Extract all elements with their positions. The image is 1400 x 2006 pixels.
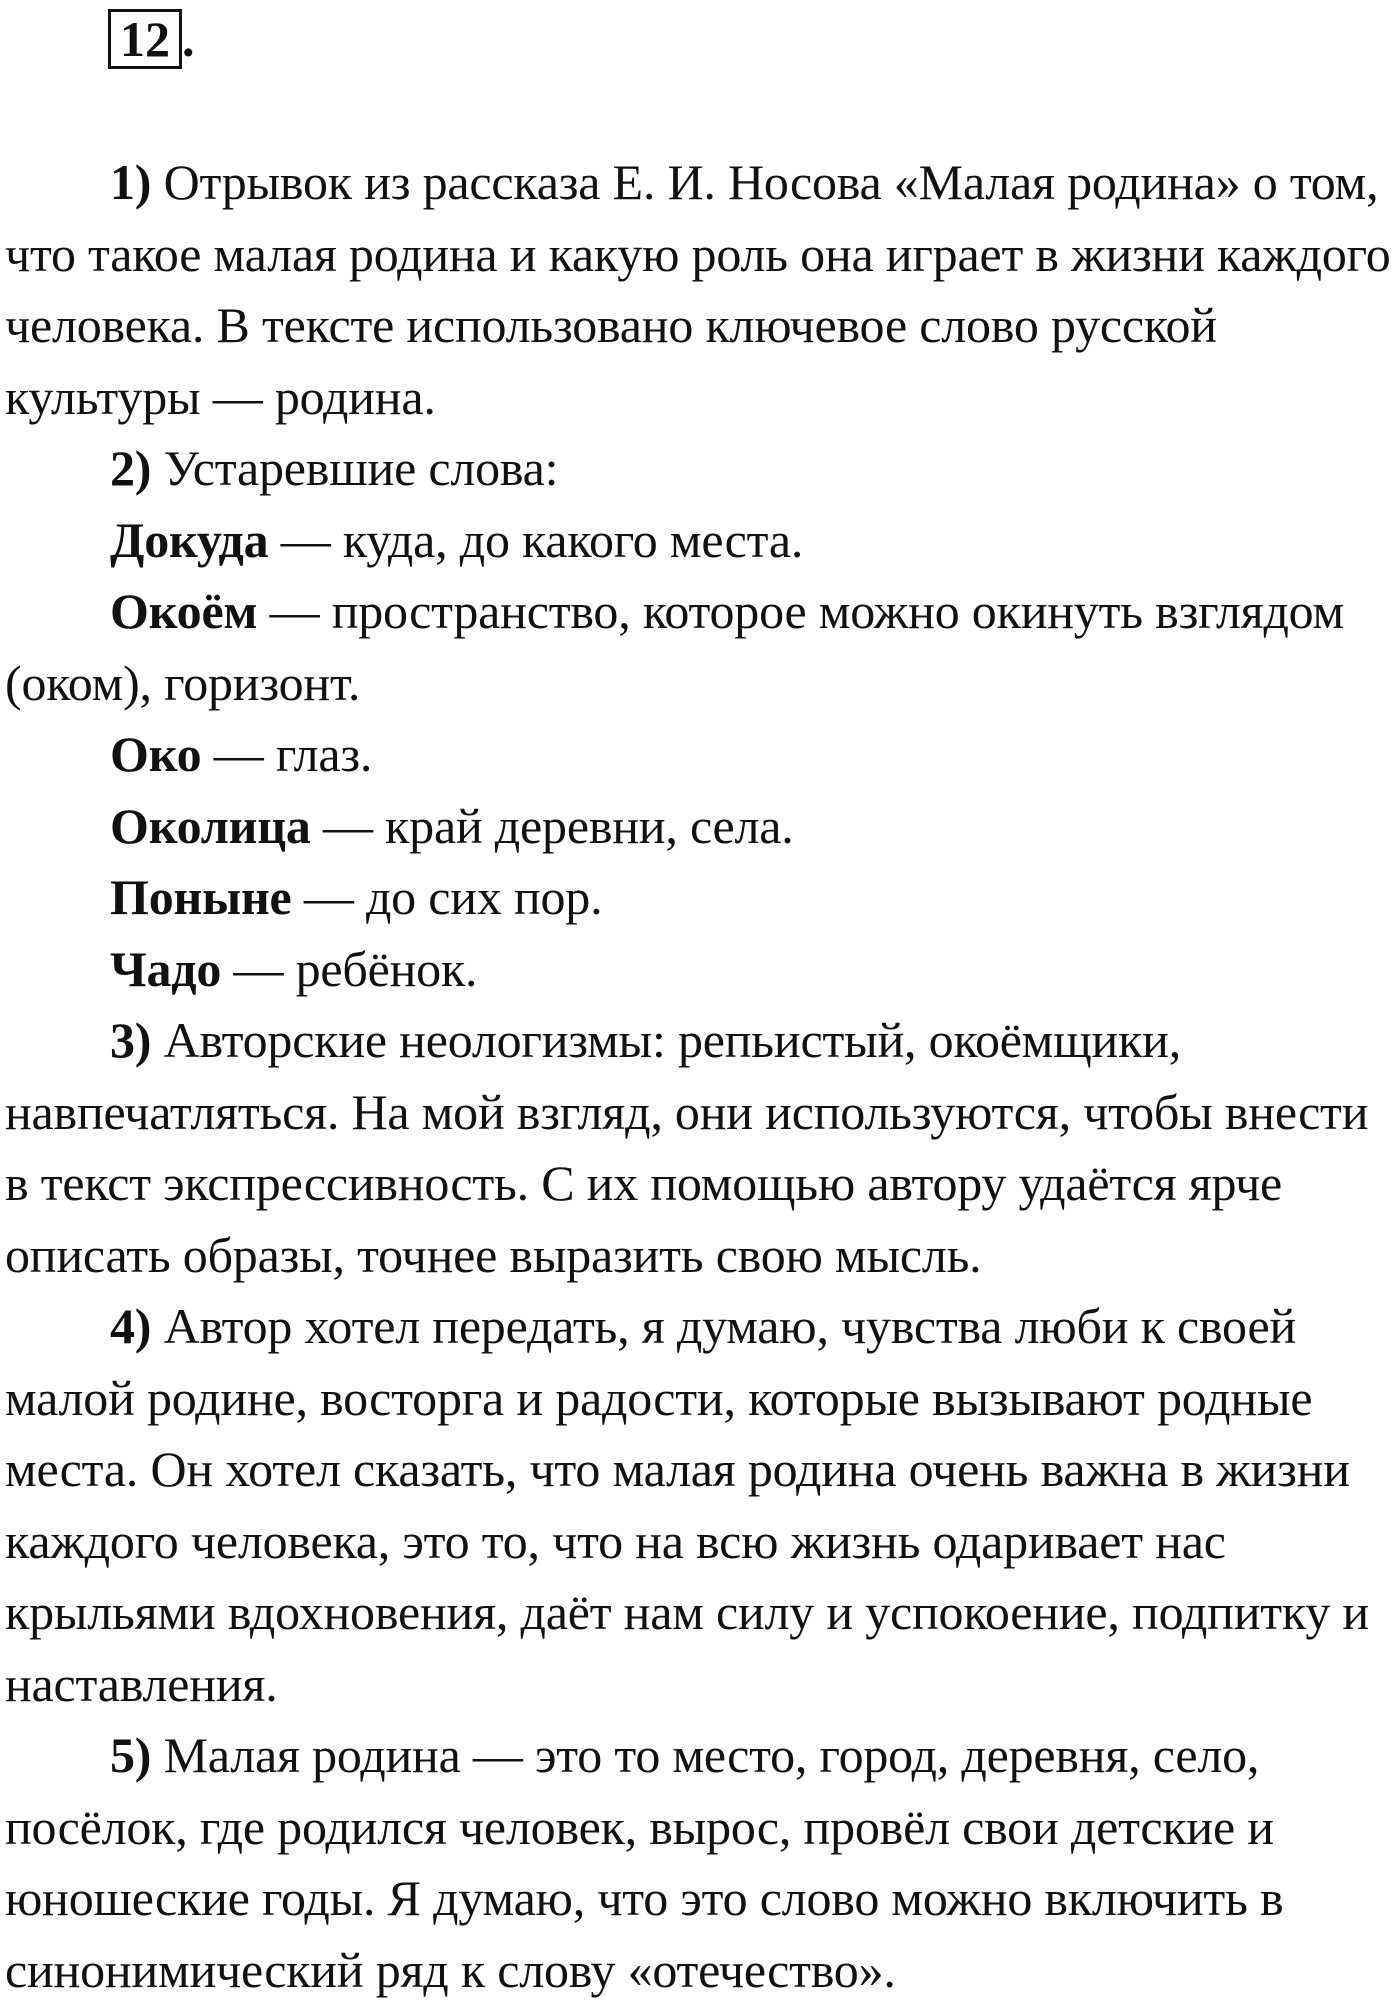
item-number: 4) (110, 1298, 152, 1354)
item-text: Отрывок из рассказа Е. И. Носова «Малая родина» о том, что такое малая родина и какую роль она играет в жизни каждого человека. В тексте использовано ключевое слово русской культуры — родина. (5, 154, 1391, 425)
item-text: Устаревшие слова: (151, 440, 559, 496)
definition-term: Окоём (110, 583, 258, 639)
item-text: Авторские неологизмы: репьистый, окоёмщики, навпечатляться. На мой взгляд, они используются, чтобы внести в текст экспрессивность. С их помощью автору удаётся ярче описать образы, точнее выразить свою мысль. (5, 1012, 1369, 1283)
definition-meaning: — пространство, которое можно окинуть взглядом (оком), горизонт. (5, 583, 1344, 711)
definition-meaning: — край деревни, села. (310, 797, 794, 854)
task-number-dot: . (182, 11, 195, 67)
answer-item-5 (5, 1720, 1395, 2006)
definition-meaning: — ребёнок. (221, 940, 478, 997)
definition-meaning: — глаз. (201, 726, 373, 782)
definition-item (110, 934, 1395, 1006)
item-number: 3) (110, 1012, 152, 1068)
definition-meaning: — куда, до какого места. (268, 511, 804, 568)
answer-item-1 (5, 147, 1395, 433)
answer-item-4 (5, 1291, 1395, 1720)
item-number: 5) (110, 1727, 152, 1783)
definition-item (110, 505, 1395, 577)
definition-term: Поныне (110, 869, 292, 925)
answer-text (5, 147, 1395, 2006)
task-number (108, 9, 195, 69)
answer-item-3 (5, 1005, 1395, 1291)
definition-term: Околица (110, 797, 311, 854)
definition-item (110, 719, 1395, 791)
item-number: 2) (110, 440, 152, 496)
item-text: Малая родина — это то место, город, деревня, село, посёлок, где родился человек, вырос, провёл свои детские и юношеские годы. Я думаю, что это слово можно включить в синонимический ряд к слову «отечество». (5, 1727, 1284, 1998)
answer-item-2 (5, 433, 1395, 505)
item-text: Автор хотел передать, я думаю, чувства люби к своей малой родине, восторга и радости, которые вызывают родные места. Он хотел сказать, что малая родина очень важна в жизни каждого человека, это то, что на всю жизнь одаривает нас крыльями вдохновения, даёт нам силу и успокоение, подпитку и наставления. (5, 1298, 1369, 1712)
definition-term: Чадо (110, 940, 222, 997)
item-number: 1) (110, 154, 152, 210)
definition-item (110, 791, 1395, 863)
definition-item (110, 862, 1395, 934)
definition-term: Докуда (110, 511, 269, 568)
definition-item (5, 576, 1395, 719)
definition-term: Око (110, 726, 202, 782)
task-number-box: 12 (108, 9, 182, 69)
definition-meaning: — до сих пор. (291, 869, 603, 925)
